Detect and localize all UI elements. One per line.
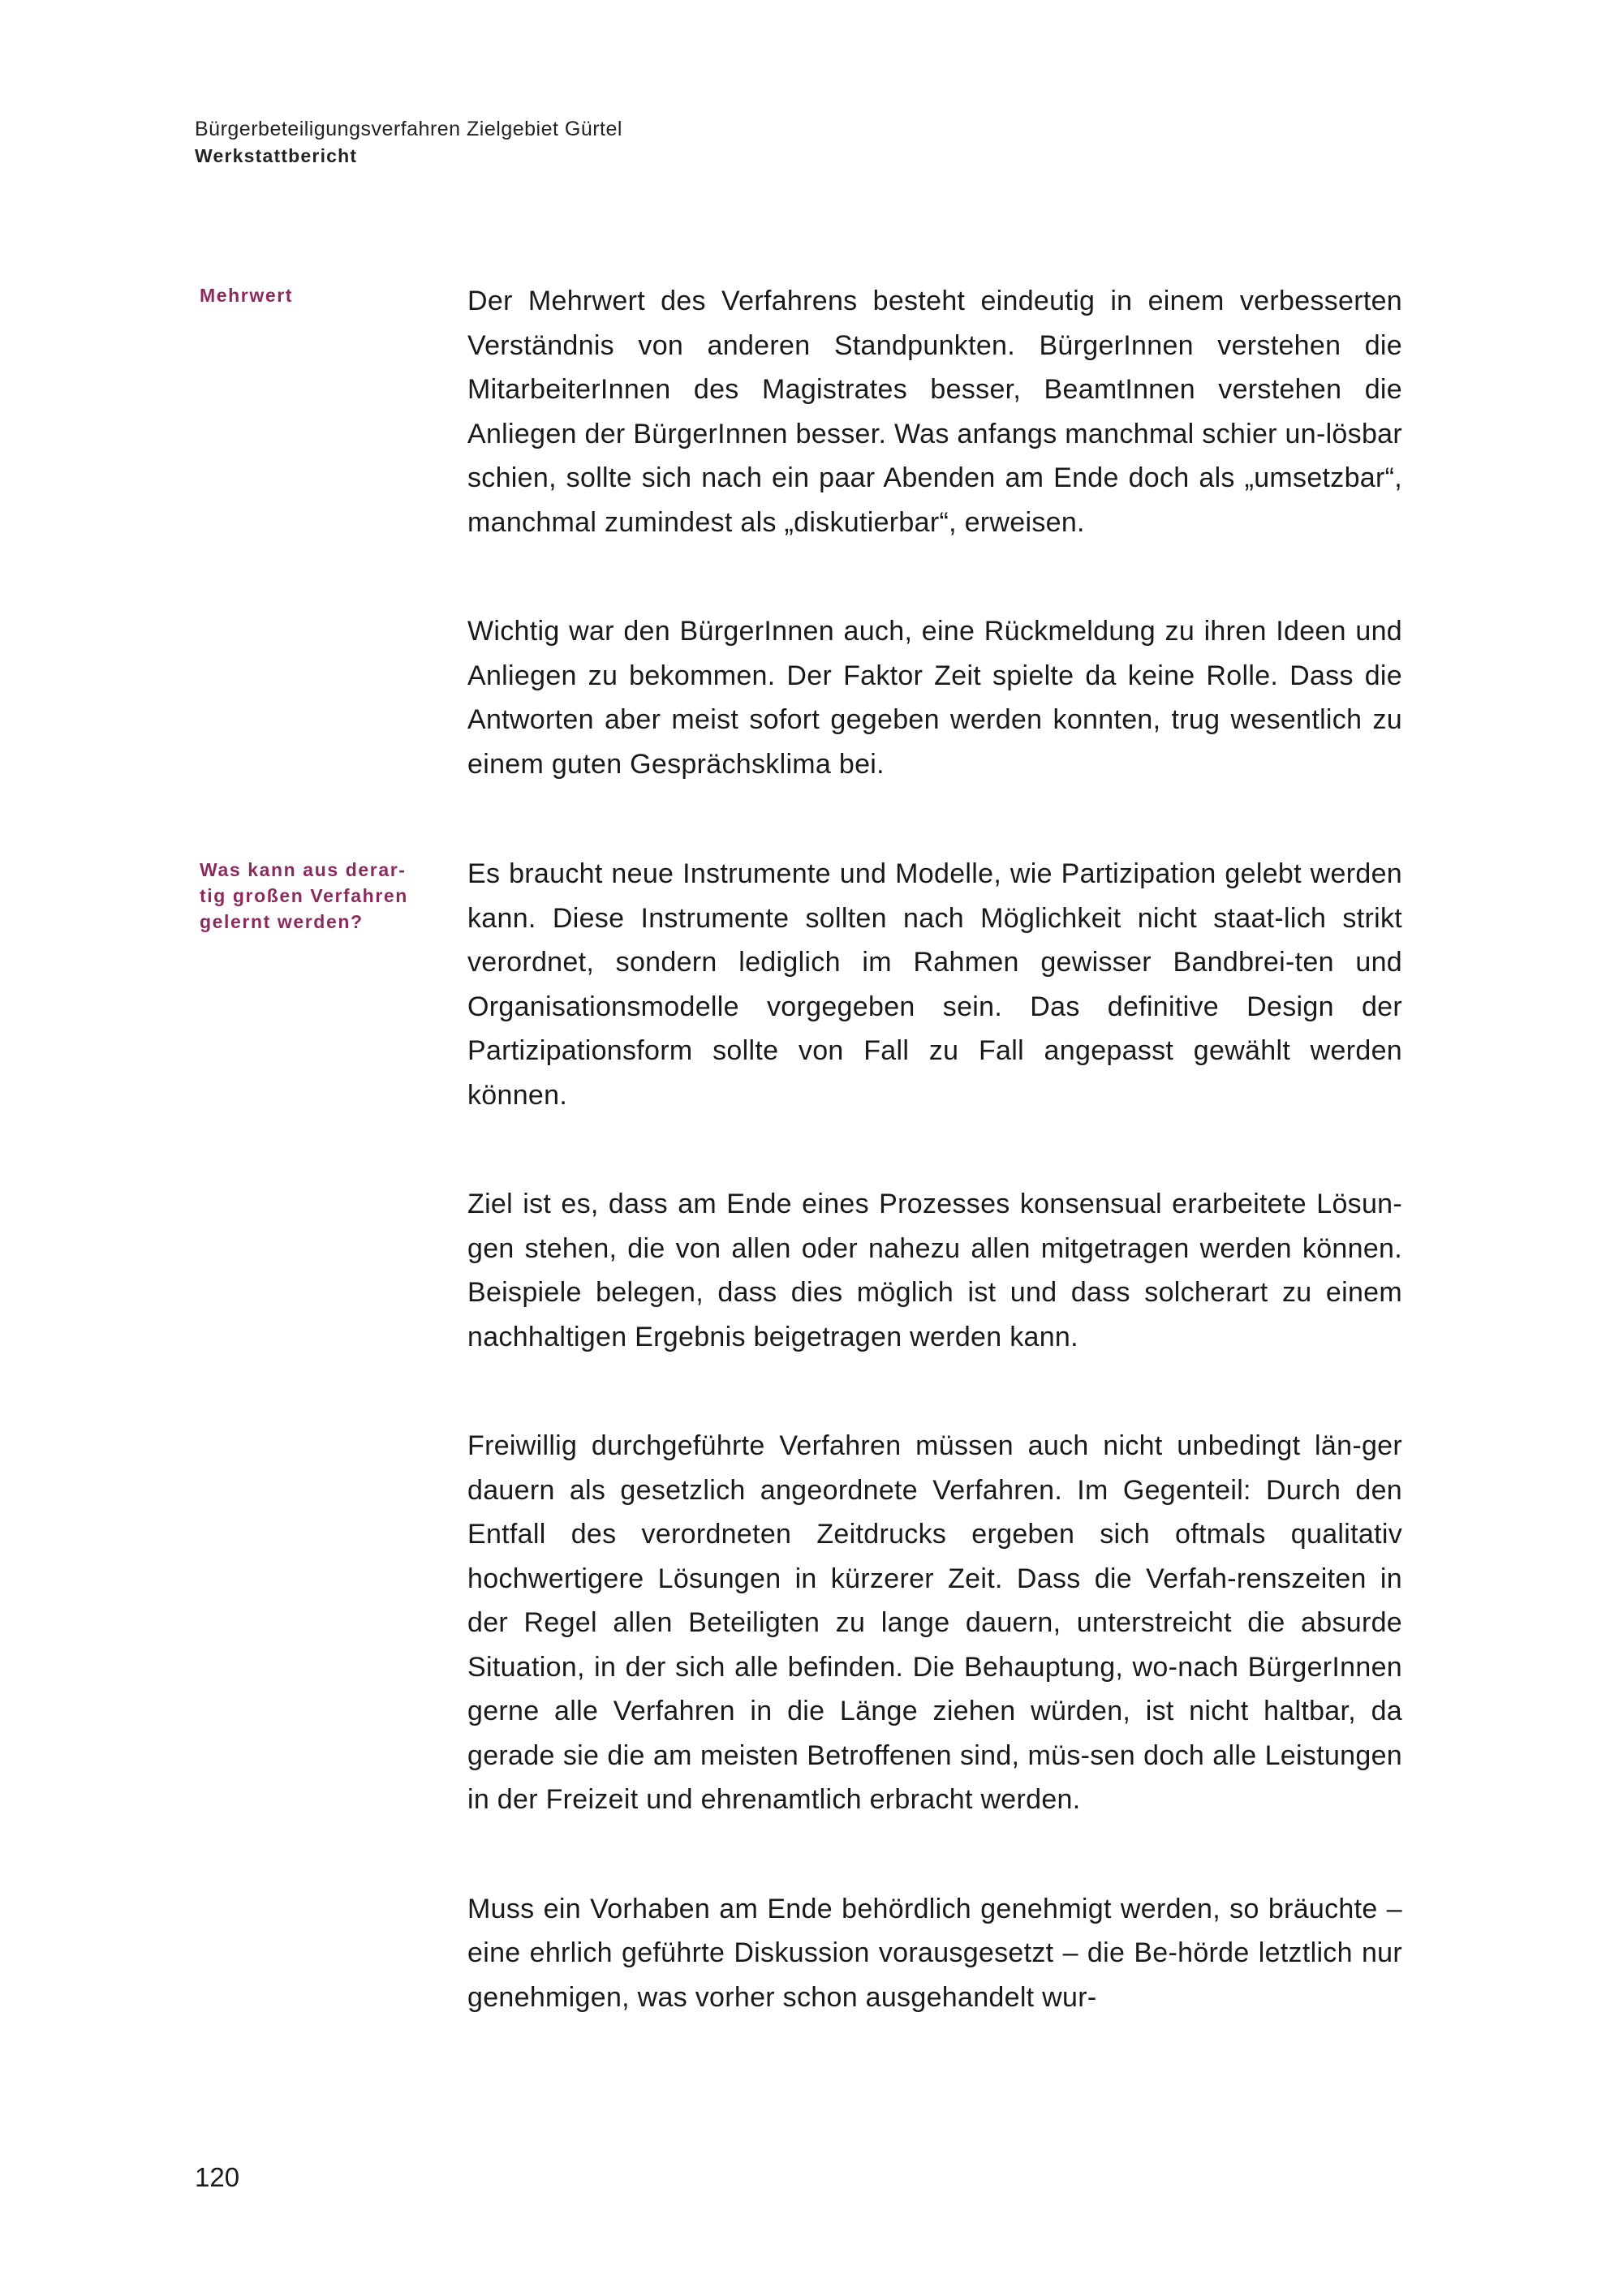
section-label: Mehrwert bbox=[200, 285, 294, 306]
publication-title: Bürgerbeteiligungsverfahren Zielgebiet Gürtel bbox=[195, 118, 622, 140]
paragraph: Der Mehrwert des Verfahrens besteht eindeutig in einem verbesserten Verständnis von anderen Standpunkten. BürgerInnen verstehen die MitarbeiterInnen des Magistrates besser, BeamtInnen verstehen die Anliegen der BürgerInnen besser. Was anfangs manchmal schier un-lösbar schien, sollte sich nach ein paar Abenden am Ende doch als „umsetzbar“, manchmal zumindest als „diskutierbar“, erweisen. bbox=[467, 286, 1402, 538]
section-body bbox=[467, 852, 1402, 2019]
paragraph: Muss ein Vorhaben am Ende behördlich genehmigt werden, so bräuchte – eine ehrlich geführte Diskussion vorausgesetzt – die Be-hörde letztlich nur genehmigen, was vorher schon ausgehandelt wur- bbox=[467, 1893, 1402, 2013]
paragraph: Freiwillig durchgeführte Verfahren müssen auch nicht unbedingt län-ger dauern als gesetzlich angeordnete Verfahren. Im Gegenteil: Durch den Entfall des verordneten Zeitdrucks ergeben sich oftmals qualitativ hochwertigere Lösungen in kürzerer Zeit. Dass die Verfah-renszeiten in der Regel allen Beteiligten zu lange dauern, unterstreicht die absurde Situation, in der sich alle befinden. Die Behauptung, wo-nach BürgerInnen gerne alle Verfahren in die Länge ziehen würden, ist nicht haltbar, da gerade sie die am meisten Betroffenen sind, müs-sen doch alle Leistungen in der Freizeit und ehrenamtlich erbracht werden. bbox=[467, 1430, 1402, 1815]
running-header bbox=[195, 115, 1412, 169]
paragraph: Ziel ist es, dass am Ende eines Prozesses konsensual erarbeitete Lösun-gen stehen, die von allen oder nahezu allen mitgetragen werden können. Beispiele belegen, dass dies möglich ist und dass solcherart zu einem nachhaltigen Ergebnis beigetragen werden kann. bbox=[467, 1189, 1402, 1352]
paragraph: Es braucht neue Instrumente und Modelle, wie Partizipation gelebt werden kann. Diese Instrumente sollten nach Möglichkeit nicht staat-lich strikt verordnet, sondern lediglich im Rahmen gewisser Bandbrei-ten und Organisationsmodelle vorgegeben sein. Das definitive Design der Partizipationsform sollte von Fall zu Fall angepasst gewählt werden können. bbox=[467, 858, 1402, 1111]
publication-subtitle: Werkstattbericht bbox=[195, 145, 358, 166]
paragraph: Wichtig war den BürgerInnen auch, eine Rückmeldung zu ihren Ideen und Anliegen zu bekommen. Der Faktor Zeit spielte da keine Rolle. Dass die Antworten aber meist sofort gegeben werden konnten, trug wesentlich zu einem guten Gesprächsklima bei. bbox=[467, 616, 1402, 780]
section-body bbox=[467, 279, 1402, 851]
page-number: 120 bbox=[195, 2162, 240, 2192]
section-label: Was kann aus derar-tig großen Verfahren gelernt werden? bbox=[200, 859, 408, 932]
